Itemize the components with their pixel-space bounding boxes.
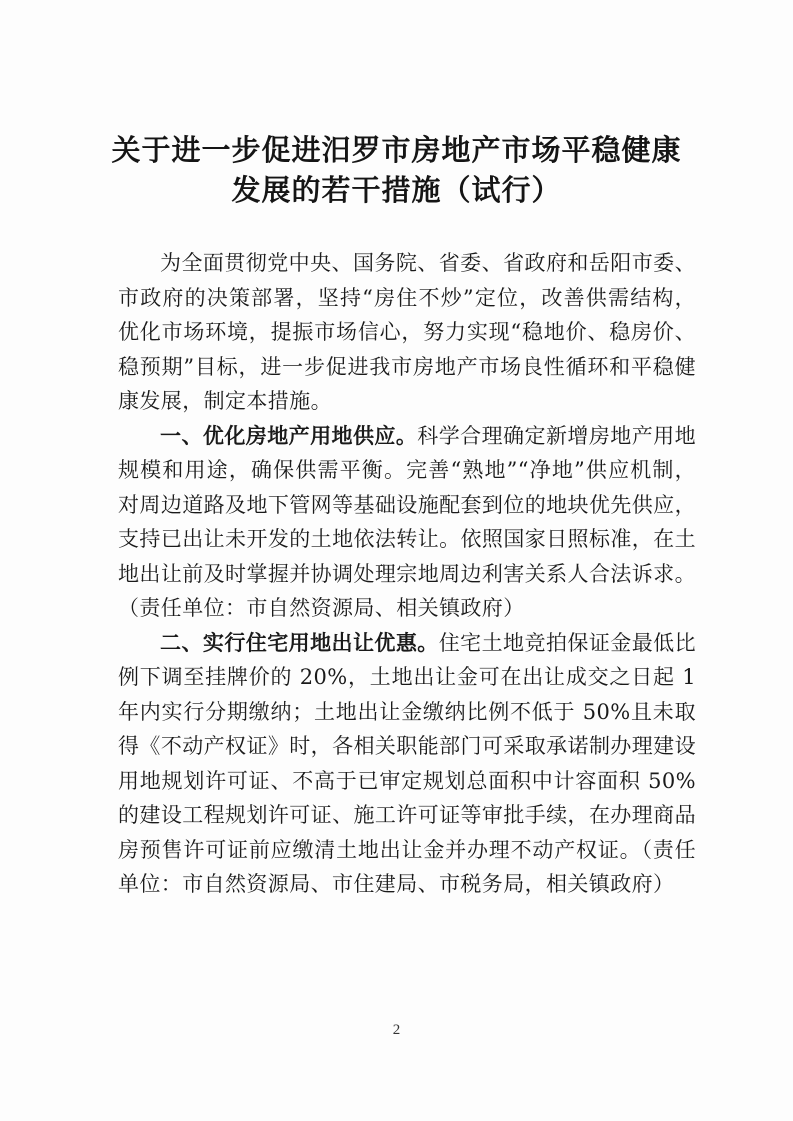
section-2-body: 住宅土地竞拍保证金最低比例下调至挂牌价的 20%，土地出让金可在出让成交之日起 1 年内实行分期缴纳；土地出让金缴纳比例不低于 50%且未取得《不动产权证》时，各相关职能部门可采取承诺制办理建设用地规划许可证、不高于已审定规划总面积中计容面积 50%的建设工程规划许可证、施工许可证等审批手续，在办理商品房预售许可证前应缴清土地出让金并办理不动产权证。（责任单位：市自然资源局、市住建局、市税务局，相关镇政府） — [118, 630, 696, 896]
section-2-paragraph — [118, 626, 696, 902]
title-line-2: 发展的若干措施（试行） — [231, 173, 562, 207]
document-body — [118, 246, 696, 902]
intro-paragraph: 为全面贯彻党中央、国务院、省委、省政府和岳阳市委、市政府的决策部署，坚持“房住不炒”定位，改善供需结构，优化市场环境，提振市场信心，努力实现“稳地价、稳房价、稳预期”目标，进一步促进我市房地产市场良性循环和平稳健康发展，制定本措施。 — [118, 251, 696, 413]
title-line-1: 关于进一步促进汨罗市房地产市场平稳健康 — [111, 133, 682, 167]
section-1-paragraph — [118, 419, 696, 626]
section-1-heading: 一、优化房地产用地供应。 — [160, 422, 418, 448]
section-1-body: 科学合理确定新增房地产用地规模和用途，确保供需平衡。完善“熟地”“净地”供应机制，对周边道路及地下管网等基础设施配套到位的地块优先供应，支持已出让未开发的土地依法转让。依照国家日照标准，在土地出让前及时掌握并协调处理宗地周边利害关系人合法诉求。（责任单位：市自然资源局、相关镇政府） — [118, 423, 696, 620]
page-number: 2 — [392, 1022, 401, 1038]
section-2-heading: 二、实行住宅用地出让优惠。 — [160, 629, 439, 655]
document-title — [100, 130, 693, 210]
